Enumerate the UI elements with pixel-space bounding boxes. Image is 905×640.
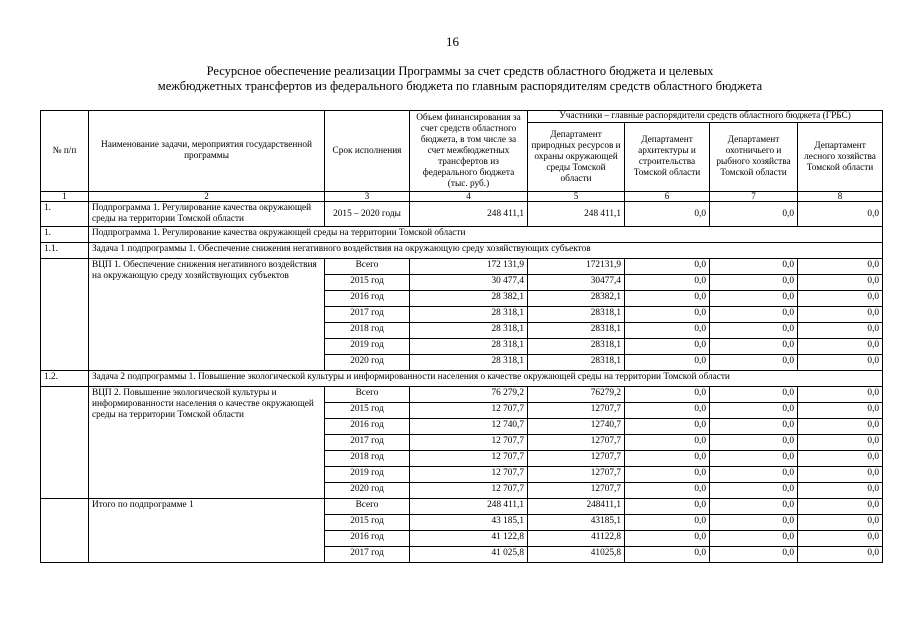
row-dept-4: 0,0 — [798, 451, 883, 467]
table-row — [41, 499, 883, 515]
section-row — [41, 227, 883, 243]
row-dept-3: 0,0 — [710, 499, 798, 515]
task-2-row — [41, 371, 883, 387]
row-volume: 12 707,7 — [410, 467, 528, 483]
row-dept-2: 0,0 — [625, 483, 710, 499]
subprogram-term: 2015 – 2020 годы — [325, 202, 410, 227]
row-dept-4: 0,0 — [798, 307, 883, 323]
row-term: 2019 год — [325, 339, 410, 355]
row-volume: 12 707,7 — [410, 483, 528, 499]
row-dept-4: 0,0 — [798, 323, 883, 339]
empty-num-cell — [41, 259, 89, 371]
header-dept-3: Департамент охотничьего и рыбного хозяйства Томской области — [710, 123, 798, 192]
table-row — [41, 387, 883, 403]
row-dept-3: 0,0 — [710, 483, 798, 499]
task-1-text: Задача 1 подпрограммы 1. Обеспечение снижения негативного воздействия на окружающую среду хозяйствующих субъектов — [89, 243, 883, 259]
title-line-1: Ресурсное обеспечение реализации Программы за счет средств областного бюджета и целевых — [206, 64, 714, 78]
row-dept-2: 0,0 — [625, 451, 710, 467]
row-volume: 12 707,7 — [410, 403, 528, 419]
row-dept-2: 0,0 — [625, 467, 710, 483]
col-number: 4 — [410, 192, 528, 202]
row-dept-3: 0,0 — [710, 419, 798, 435]
row-dept-2: 0,0 — [625, 419, 710, 435]
section-num: 1. — [41, 227, 89, 243]
table-row — [41, 259, 883, 275]
row-dept-3: 0,0 — [710, 515, 798, 531]
row-term: Всего — [325, 259, 410, 275]
subprogram-dept-2: 0,0 — [625, 202, 710, 227]
task-2-num: 1.2. — [41, 371, 89, 387]
subprogram-row — [41, 202, 883, 227]
col-number: 8 — [798, 192, 883, 202]
row-dept-4: 0,0 — [798, 403, 883, 419]
row-volume: 28 318,1 — [410, 307, 528, 323]
row-term: 2017 год — [325, 547, 410, 563]
header-name: Наименование задачи, мероприятия государственной программы — [89, 111, 325, 192]
row-dept-1: 28318,1 — [528, 355, 625, 371]
row-term: 2020 год — [325, 483, 410, 499]
row-dept-1: 41122,8 — [528, 531, 625, 547]
row-dept-1: 30477,4 — [528, 275, 625, 291]
subprogram-num: 1. — [41, 202, 89, 227]
row-dept-1: 28382,1 — [528, 291, 625, 307]
empty-num-cell — [41, 499, 89, 563]
row-dept-3: 0,0 — [710, 435, 798, 451]
row-dept-3: 0,0 — [710, 259, 798, 275]
col-number: 1 — [41, 192, 89, 202]
document-title — [80, 64, 840, 94]
row-dept-2: 0,0 — [625, 387, 710, 403]
header-dept-4: Департамент лесного хозяйства Томской области — [798, 123, 883, 192]
row-dept-4: 0,0 — [798, 531, 883, 547]
row-dept-4: 0,0 — [798, 499, 883, 515]
row-dept-3: 0,0 — [710, 339, 798, 355]
row-volume: 41 122,8 — [410, 531, 528, 547]
row-dept-4: 0,0 — [798, 419, 883, 435]
row-dept-1: 12707,7 — [528, 435, 625, 451]
subprogram-volume: 248 411,1 — [410, 202, 528, 227]
row-dept-3: 0,0 — [710, 291, 798, 307]
page-number: 16 — [446, 34, 459, 49]
row-dept-1: 12707,7 — [528, 467, 625, 483]
row-dept-3: 0,0 — [710, 387, 798, 403]
col-number: 7 — [710, 192, 798, 202]
row-dept-3: 0,0 — [710, 451, 798, 467]
row-term: Всего — [325, 387, 410, 403]
row-dept-3: 0,0 — [710, 467, 798, 483]
row-dept-1: 41025,8 — [528, 547, 625, 563]
row-volume: 43 185,1 — [410, 515, 528, 531]
column-numbers-row — [41, 192, 883, 202]
row-dept-1: 28318,1 — [528, 323, 625, 339]
vcp-1-name: ВЦП 1. Обеспечение снижения негативного воздействия на окружающую среду хозяйствующих субъектов — [89, 259, 325, 371]
row-dept-4: 0,0 — [798, 275, 883, 291]
total-name: Итого по подпрограмме 1 — [89, 499, 325, 563]
row-term: 2018 год — [325, 323, 410, 339]
row-dept-1: 43185,1 — [528, 515, 625, 531]
row-dept-4: 0,0 — [798, 355, 883, 371]
row-dept-3: 0,0 — [710, 355, 798, 371]
row-volume: 30 477,4 — [410, 275, 528, 291]
row-volume: 12 707,7 — [410, 435, 528, 451]
row-dept-2: 0,0 — [625, 499, 710, 515]
row-dept-4: 0,0 — [798, 467, 883, 483]
row-volume: 41 025,8 — [410, 547, 528, 563]
row-dept-2: 0,0 — [625, 435, 710, 451]
row-dept-4: 0,0 — [798, 435, 883, 451]
header-num: № п/п — [41, 111, 89, 192]
row-term: 2017 год — [325, 435, 410, 451]
row-dept-1: 12707,7 — [528, 451, 625, 467]
row-dept-3: 0,0 — [710, 307, 798, 323]
header-row-1 — [41, 111, 883, 123]
row-term: 2015 год — [325, 275, 410, 291]
row-volume: 28 318,1 — [410, 323, 528, 339]
row-term: 2017 год — [325, 307, 410, 323]
vcp-2-name: ВЦП 2. Повышение экологической культуры и информированности населения о качестве окружающей среды на территории Томской области — [89, 387, 325, 499]
row-dept-3: 0,0 — [710, 403, 798, 419]
title-line-2: межбюджетных трансфертов из федерального бюджета по главным распорядителям средств областного бюджета — [157, 79, 763, 93]
budget-table — [40, 110, 883, 563]
row-dept-2: 0,0 — [625, 275, 710, 291]
row-dept-2: 0,0 — [625, 531, 710, 547]
header-term: Срок исполнения — [325, 111, 410, 192]
row-dept-3: 0,0 — [710, 547, 798, 563]
header-participants: Участники – главные распорядители средств областного бюджета (ГРБС) — [528, 111, 883, 123]
row-term: 2016 год — [325, 531, 410, 547]
subprogram-dept-1: 248 411,1 — [528, 202, 625, 227]
header-dept-1: Департамент природных ресурсов и охраны окружающей среды Томской области — [528, 123, 625, 192]
row-term: Всего — [325, 499, 410, 515]
task-2-text: Задача 2 подпрограммы 1. Повышение экологической культуры и информированности населения о качестве окружающей среды на территории Томской области — [89, 371, 883, 387]
row-dept-4: 0,0 — [798, 387, 883, 403]
row-volume: 76 279,2 — [410, 387, 528, 403]
row-dept-4: 0,0 — [798, 515, 883, 531]
row-dept-1: 12707,7 — [528, 483, 625, 499]
row-term: 2015 год — [325, 515, 410, 531]
row-volume: 28 318,1 — [410, 339, 528, 355]
row-term: 2019 год — [325, 467, 410, 483]
row-dept-2: 0,0 — [625, 403, 710, 419]
row-dept-2: 0,0 — [625, 259, 710, 275]
row-dept-1: 76279,2 — [528, 387, 625, 403]
subprogram-dept-4: 0,0 — [798, 202, 883, 227]
header-volume: Объем финансирования за счет средств областного бюджета, в том числе за счет межбюджетных трансфертов из федерального бюджета (тыс. руб.) — [410, 111, 528, 192]
row-dept-3: 0,0 — [710, 323, 798, 339]
row-volume: 172 131,9 — [410, 259, 528, 275]
col-number: 3 — [325, 192, 410, 202]
section-text: Подпрограмма 1. Регулирование качества окружающей среды на территории Томской области — [89, 227, 883, 243]
row-dept-4: 0,0 — [798, 547, 883, 563]
row-term: 2015 год — [325, 403, 410, 419]
row-term: 2020 год — [325, 355, 410, 371]
subprogram-dept-3: 0,0 — [710, 202, 798, 227]
row-dept-1: 12707,7 — [528, 403, 625, 419]
row-term: 2018 год — [325, 451, 410, 467]
row-dept-4: 0,0 — [798, 483, 883, 499]
task-1-row — [41, 243, 883, 259]
row-dept-3: 0,0 — [710, 275, 798, 291]
row-dept-1: 12740,7 — [528, 419, 625, 435]
row-volume: 28 318,1 — [410, 355, 528, 371]
row-dept-3: 0,0 — [710, 531, 798, 547]
col-number: 5 — [528, 192, 625, 202]
row-dept-2: 0,0 — [625, 339, 710, 355]
row-volume: 12 707,7 — [410, 451, 528, 467]
row-term: 2016 год — [325, 291, 410, 307]
col-number: 2 — [89, 192, 325, 202]
row-dept-1: 172131,9 — [528, 259, 625, 275]
row-dept-2: 0,0 — [625, 323, 710, 339]
header-dept-2: Департамент архитектуры и строительства Томской области — [625, 123, 710, 192]
row-dept-1: 28318,1 — [528, 339, 625, 355]
row-volume: 12 740,7 — [410, 419, 528, 435]
row-dept-2: 0,0 — [625, 291, 710, 307]
row-dept-1: 248411,1 — [528, 499, 625, 515]
row-dept-4: 0,0 — [798, 291, 883, 307]
row-term: 2016 год — [325, 419, 410, 435]
empty-num-cell — [41, 387, 89, 499]
col-number: 6 — [625, 192, 710, 202]
row-dept-4: 0,0 — [798, 339, 883, 355]
row-volume: 248 411,1 — [410, 499, 528, 515]
row-dept-4: 0,0 — [798, 259, 883, 275]
row-dept-2: 0,0 — [625, 355, 710, 371]
task-1-num: 1.1. — [41, 243, 89, 259]
row-volume: 28 382,1 — [410, 291, 528, 307]
subprogram-name: Подпрограмма 1. Регулирование качества окружающей среды на территории Томской области — [89, 202, 325, 227]
row-dept-1: 28318,1 — [528, 307, 625, 323]
row-dept-2: 0,0 — [625, 515, 710, 531]
row-dept-2: 0,0 — [625, 307, 710, 323]
row-dept-2: 0,0 — [625, 547, 710, 563]
